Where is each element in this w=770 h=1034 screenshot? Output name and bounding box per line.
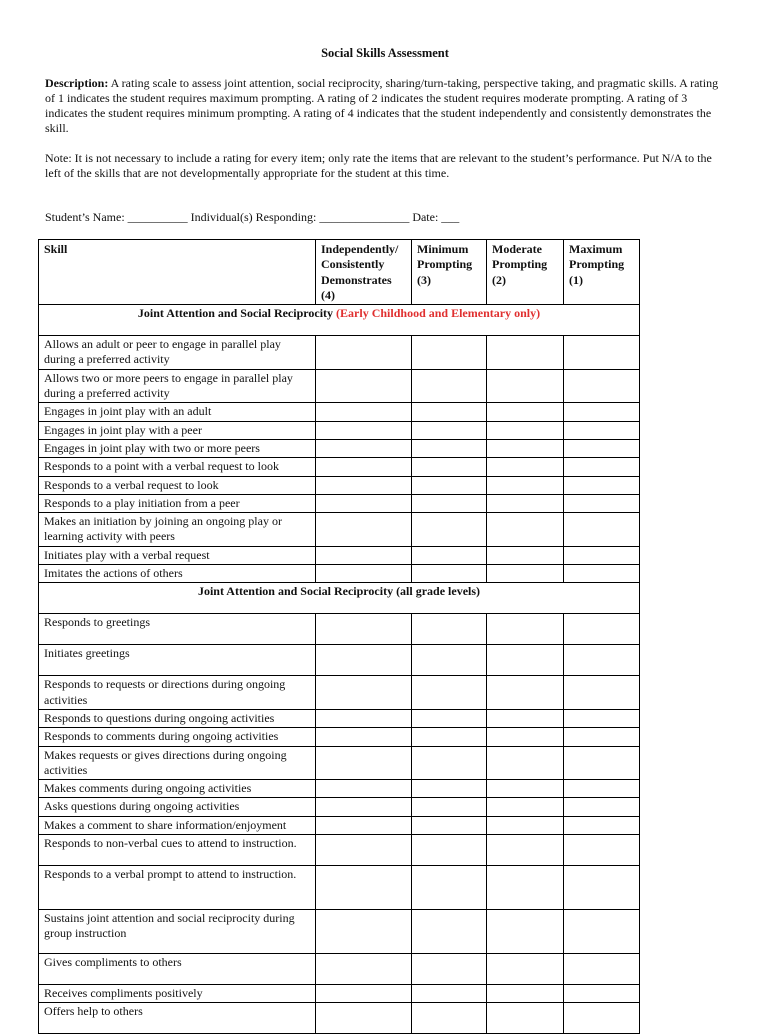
rating-moderate-cell[interactable]: [487, 403, 564, 421]
table-row: [39, 1003, 640, 1034]
rating-moderate-cell[interactable]: [487, 369, 564, 403]
section-title-cell: [39, 305, 640, 336]
rating-independent-cell[interactable]: [316, 494, 412, 512]
rating-moderate-cell[interactable]: [487, 645, 564, 676]
table-row: [39, 816, 640, 834]
rating-moderate-cell[interactable]: [487, 476, 564, 494]
rating-maximum-cell[interactable]: [564, 728, 640, 746]
rating-minimum-cell[interactable]: [412, 439, 487, 457]
table-row: [39, 728, 640, 746]
rating-minimum-cell[interactable]: [412, 494, 487, 512]
rating-moderate-cell[interactable]: [487, 910, 564, 954]
rating-minimum-cell[interactable]: [412, 676, 487, 710]
rating-moderate-cell[interactable]: [487, 835, 564, 866]
assessment-table: [38, 239, 640, 1034]
table-row: [39, 709, 640, 727]
rating-moderate-cell[interactable]: [487, 1003, 564, 1034]
skill-cell: Responds to non-verbal cues to attend to instruction.: [39, 835, 316, 866]
header-minimum: Minimum Prompting (3): [412, 240, 487, 305]
rating-independent-cell[interactable]: [316, 1003, 412, 1034]
rating-maximum-cell[interactable]: [564, 1003, 640, 1034]
rating-moderate-cell[interactable]: [487, 709, 564, 727]
table-row: [39, 954, 640, 985]
skill-cell: Initiates play with a verbal request: [39, 546, 316, 564]
rating-independent-cell[interactable]: [316, 614, 412, 645]
header-skill: Skill: [39, 240, 316, 305]
rating-minimum-cell[interactable]: [412, 780, 487, 798]
skill-cell: Responds to a point with a verbal request to look: [39, 458, 316, 476]
rating-minimum-cell[interactable]: [412, 709, 487, 727]
rating-independent-cell[interactable]: [316, 546, 412, 564]
rating-moderate-cell[interactable]: [487, 866, 564, 910]
note-paragraph: Note: It is not necessary to include a rating for every item; only rate the items that are relevant to the student’s performance. Put N/A to the left of the skills that are not developmentally appropriate for the student at this time.: [45, 151, 712, 180]
table-row: [39, 985, 640, 1003]
table-row: [39, 403, 640, 421]
skill-cell: Responds to a verbal prompt to attend to instruction.: [39, 866, 316, 910]
rating-minimum-cell[interactable]: [412, 910, 487, 954]
header-independent: Independently/ Consistently Demonstrates (4): [316, 240, 412, 305]
rating-minimum-cell[interactable]: [412, 1003, 487, 1034]
rating-moderate-cell[interactable]: [487, 458, 564, 476]
rating-maximum-cell[interactable]: [564, 458, 640, 476]
rating-minimum-cell[interactable]: [412, 458, 487, 476]
section-header-1: [39, 305, 640, 336]
header-maximum: Maximum Prompting (1): [564, 240, 640, 305]
table-row: [39, 910, 640, 954]
skill-cell: Engages in joint play with a peer: [39, 421, 316, 439]
rating-minimum-cell[interactable]: [412, 954, 487, 985]
rating-minimum-cell[interactable]: [412, 476, 487, 494]
description-paragraph: [45, 76, 725, 136]
section-title-2: Joint Attention and Social Reciprocity (all grade levels): [39, 583, 640, 614]
rating-minimum-cell[interactable]: [412, 513, 487, 547]
skill-cell: Asks questions during ongoing activities: [39, 798, 316, 816]
skill-cell: Responds to a verbal request to look: [39, 476, 316, 494]
table-row: [39, 866, 640, 910]
skill-cell: Allows two or more peers to engage in parallel play during a preferred activity: [39, 369, 316, 403]
rating-maximum-cell[interactable]: [564, 565, 640, 583]
rating-maximum-cell[interactable]: [564, 816, 640, 834]
rating-moderate-cell[interactable]: [487, 546, 564, 564]
rating-maximum-cell[interactable]: [564, 403, 640, 421]
student-info-line: Student’s Name: __________ Individual(s) Responding: _______________ Date: ___: [45, 210, 460, 224]
header-row: [39, 240, 640, 305]
rating-maximum-cell[interactable]: [564, 439, 640, 457]
rating-minimum-cell[interactable]: [412, 645, 487, 676]
table-row: [39, 421, 640, 439]
rating-moderate-cell[interactable]: [487, 513, 564, 547]
rating-moderate-cell[interactable]: [487, 746, 564, 780]
rating-maximum-cell[interactable]: [564, 421, 640, 439]
rating-maximum-cell[interactable]: [564, 954, 640, 985]
rating-maximum-cell[interactable]: [564, 494, 640, 512]
skill-cell: Engages in joint play with an adult: [39, 403, 316, 421]
rating-moderate-cell[interactable]: [487, 816, 564, 834]
rating-independent-cell[interactable]: [316, 676, 412, 710]
rating-independent-cell[interactable]: [316, 565, 412, 583]
rating-independent-cell[interactable]: [316, 336, 412, 370]
rating-minimum-cell[interactable]: [412, 835, 487, 866]
skill-cell: Makes comments during ongoing activities: [39, 780, 316, 798]
skill-cell: Offers help to others: [39, 1003, 316, 1034]
rating-moderate-cell[interactable]: [487, 439, 564, 457]
rating-independent-cell[interactable]: [316, 910, 412, 954]
rating-independent-cell[interactable]: [316, 458, 412, 476]
rating-moderate-cell[interactable]: [487, 421, 564, 439]
rating-maximum-cell[interactable]: [564, 513, 640, 547]
table-row: [39, 369, 640, 403]
rating-independent-cell[interactable]: [316, 369, 412, 403]
table-row: [39, 458, 640, 476]
rating-independent-cell[interactable]: [316, 709, 412, 727]
rating-maximum-cell[interactable]: [564, 614, 640, 645]
rating-independent-cell[interactable]: [316, 798, 412, 816]
table-row: [39, 494, 640, 512]
rating-moderate-cell[interactable]: [487, 336, 564, 370]
rating-minimum-cell[interactable]: [412, 728, 487, 746]
table-row: [39, 676, 640, 710]
page-title: Social Skills Assessment: [321, 46, 449, 60]
rating-minimum-cell[interactable]: [412, 798, 487, 816]
skill-cell: Sustains joint attention and social reciprocity during group instruction: [39, 910, 316, 954]
rating-minimum-cell[interactable]: [412, 746, 487, 780]
rating-minimum-cell[interactable]: [412, 614, 487, 645]
rating-minimum-cell[interactable]: [412, 985, 487, 1003]
table-row: [39, 780, 640, 798]
table-row: [39, 546, 640, 564]
rating-independent-cell[interactable]: [316, 513, 412, 547]
rating-moderate-cell[interactable]: [487, 494, 564, 512]
rating-maximum-cell[interactable]: [564, 835, 640, 866]
skill-cell: Initiates greetings: [39, 645, 316, 676]
rating-independent-cell[interactable]: [316, 954, 412, 985]
skill-cell: Gives compliments to others: [39, 954, 316, 985]
table-row: [39, 565, 640, 583]
description-label: Description:: [45, 76, 109, 90]
rating-independent-cell[interactable]: [316, 746, 412, 780]
rating-independent-cell[interactable]: [316, 835, 412, 866]
table-row: [39, 835, 640, 866]
rating-maximum-cell[interactable]: [564, 546, 640, 564]
description-text: A rating scale to assess joint attention, social reciprocity, sharing/turn-taking, perspective taking, and pragmatic skills. A rating of 1 indicates the student requires maximum prompting. A rating of 2 indicates the student requires moderate prompting. A rating of 3 indicates the student requires minimum prompting. A rating of 4 indicates that the student independently and consistently demonstrates the skill.: [45, 76, 719, 135]
rating-minimum-cell[interactable]: [412, 421, 487, 439]
table-row: [39, 336, 640, 370]
rating-independent-cell[interactable]: [316, 728, 412, 746]
rating-independent-cell[interactable]: [316, 439, 412, 457]
skill-cell: Makes requests or gives directions during ongoing activities: [39, 746, 316, 780]
rating-minimum-cell[interactable]: [412, 369, 487, 403]
rating-maximum-cell[interactable]: [564, 709, 640, 727]
skill-cell: Responds to questions during ongoing activities: [39, 709, 316, 727]
skill-cell: Allows an adult or peer to engage in parallel play during a preferred activity: [39, 336, 316, 370]
rating-maximum-cell[interactable]: [564, 798, 640, 816]
skill-cell: Makes a comment to share information/enjoyment: [39, 816, 316, 834]
rating-independent-cell[interactable]: [316, 645, 412, 676]
skill-cell: Engages in joint play with two or more peers: [39, 439, 316, 457]
table-row: [39, 614, 640, 645]
rating-minimum-cell[interactable]: [412, 336, 487, 370]
table-row: [39, 746, 640, 780]
rating-independent-cell[interactable]: [316, 816, 412, 834]
table-row: [39, 645, 640, 676]
rating-maximum-cell[interactable]: [564, 336, 640, 370]
section-note-1: (Early Childhood and Elementary only): [336, 306, 541, 321]
rating-moderate-cell[interactable]: [487, 676, 564, 710]
skill-cell: Receives compliments positively: [39, 985, 316, 1003]
table-row: [39, 513, 640, 547]
skill-cell: Imitates the actions of others: [39, 565, 316, 583]
rating-independent-cell[interactable]: [316, 403, 412, 421]
rating-minimum-cell[interactable]: [412, 816, 487, 834]
rating-minimum-cell[interactable]: [412, 866, 487, 910]
rating-maximum-cell[interactable]: [564, 866, 640, 910]
rating-maximum-cell[interactable]: [564, 369, 640, 403]
rating-maximum-cell[interactable]: [564, 910, 640, 954]
skill-cell: Responds to comments during ongoing activities: [39, 728, 316, 746]
rating-moderate-cell[interactable]: [487, 954, 564, 985]
rating-moderate-cell[interactable]: [487, 798, 564, 816]
skill-cell: Responds to a play initiation from a peer: [39, 494, 316, 512]
table-row: [39, 476, 640, 494]
section-title-1: Joint Attention and Social Reciprocity: [137, 306, 334, 321]
rating-moderate-cell[interactable]: [487, 780, 564, 798]
section-header-2: [39, 583, 640, 614]
skill-cell: Responds to requests or directions during ongoing activities: [39, 676, 316, 710]
rating-independent-cell[interactable]: [316, 866, 412, 910]
rating-independent-cell[interactable]: [316, 476, 412, 494]
rating-minimum-cell[interactable]: [412, 565, 487, 583]
table-row: [39, 439, 640, 457]
header-moderate: Moderate Prompting (2): [487, 240, 564, 305]
rating-maximum-cell[interactable]: [564, 476, 640, 494]
rating-minimum-cell[interactable]: [412, 546, 487, 564]
rating-independent-cell[interactable]: [316, 780, 412, 798]
rating-minimum-cell[interactable]: [412, 403, 487, 421]
rating-moderate-cell[interactable]: [487, 614, 564, 645]
rating-maximum-cell[interactable]: [564, 746, 640, 780]
rating-independent-cell[interactable]: [316, 421, 412, 439]
rating-maximum-cell[interactable]: [564, 780, 640, 798]
rating-moderate-cell[interactable]: [487, 985, 564, 1003]
rating-independent-cell[interactable]: [316, 985, 412, 1003]
rating-maximum-cell[interactable]: [564, 985, 640, 1003]
skill-cell: Responds to greetings: [39, 614, 316, 645]
skill-cell: Makes an initiation by joining an ongoing play or learning activity with peers: [39, 513, 316, 547]
rating-maximum-cell[interactable]: [564, 645, 640, 676]
rating-maximum-cell[interactable]: [564, 676, 640, 710]
table-row: [39, 798, 640, 816]
rating-moderate-cell[interactable]: [487, 565, 564, 583]
rating-moderate-cell[interactable]: [487, 728, 564, 746]
